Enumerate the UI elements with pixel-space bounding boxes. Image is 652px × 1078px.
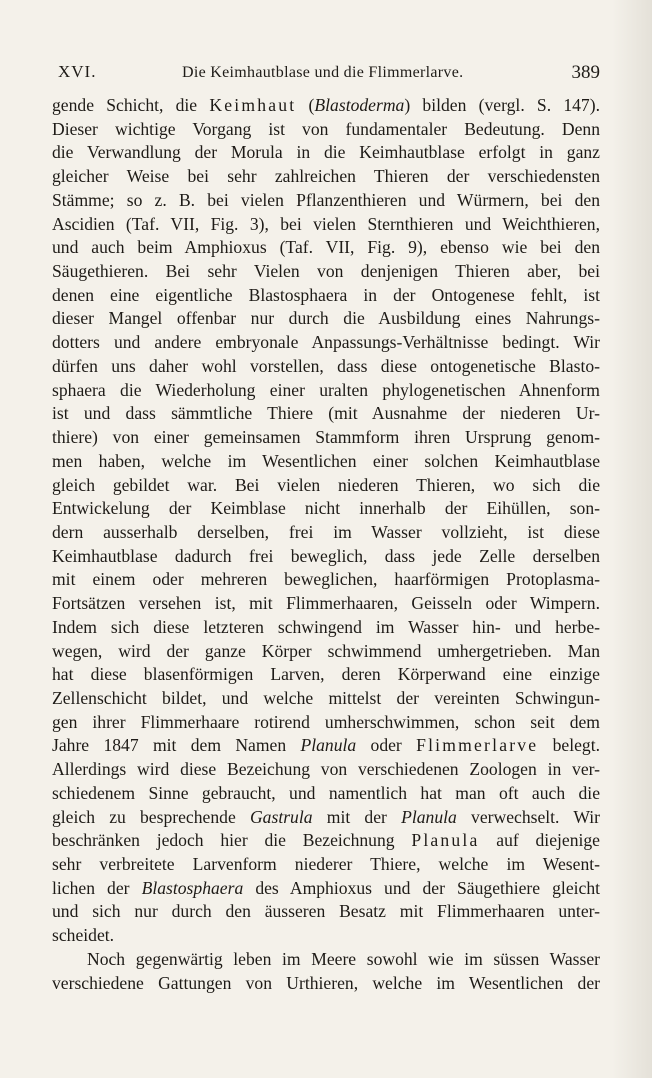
text-segment: gleicher Weise bei sehr zahlreichen Thieren der verschiedensten [52, 166, 600, 187]
text-line [52, 948, 600, 972]
chapter-number: XVI. [58, 62, 97, 81]
text-line [52, 663, 600, 687]
text-segment: wegen, wird der ganze Körper schwimmend umhergetrieben. Man [52, 640, 600, 661]
text-line [52, 284, 600, 308]
running-title: Die Keimhautblase und die Flimmerlarve. [182, 64, 464, 81]
text-line [52, 474, 600, 498]
text-line [52, 877, 600, 901]
text-segment: gende Schicht, die [52, 95, 210, 115]
text-segment: Keimhautblase dadurch frei beweglich, dass jede Zelle derselben [52, 545, 600, 566]
text-line [52, 402, 600, 426]
text-segment: sphaera die Wiederholung einer uralten phylogenetischen Ahnenform [52, 379, 600, 400]
text-segment: Fortsätzen versehen ist, mit Flimmerhaaren, Geisseln oder Wimpern. [52, 593, 600, 614]
text-segment: oder [356, 735, 417, 756]
page-number: 389 [571, 62, 600, 83]
text-segment: Dieser wichtige Vorgang ist von fundamentaler Bedeutung. Denn [52, 118, 600, 139]
text-segment: belegt. [538, 735, 600, 756]
italic-term: Planula [401, 806, 457, 827]
text-line [52, 141, 600, 165]
text-segment: die Verwandlung der Morula in die Keimhautblase erfolgt in ganz [52, 142, 600, 163]
text-segment: ist und dass sämmtliche Thiere (mit Ausnahme der niederen Ur- [52, 403, 600, 424]
text-segment: Stämme; so z. B. bei vielen Pflanzenthieren und Würmern, bei den [52, 189, 600, 210]
italic-term: Gastrula [249, 806, 313, 827]
text-line [52, 924, 600, 948]
text-line [52, 592, 600, 616]
text-segment: und sich nur durch den äusseren Besatz mit Flimmerhaaren unter- [52, 901, 600, 922]
text-segment: scheidet. [52, 925, 115, 946]
text-line [52, 213, 600, 237]
text-segment: Indem sich diese letzteren schwingend im Wasser hin- und herbe- [52, 616, 600, 637]
text-line [52, 758, 600, 782]
text-line [52, 165, 600, 189]
text-segment: Zellenschicht bildet, und welche mittelst der vereinten Schwingun- [52, 687, 600, 708]
text-line [52, 829, 600, 853]
page-edge-shadow [612, 0, 652, 1078]
text-segment: thiere) von einer gemeinsamen Stammform ihren Ursprung genom- [52, 427, 600, 448]
text-segment: Säugethieren. Bei sehr Vielen von denjenigen Thieren aber, bei [52, 261, 600, 282]
text-segment: sehr verbreitete Larvenform niederer Thiere, welche im Wesent- [52, 854, 600, 874]
text-line [52, 450, 600, 474]
text-segment: denen eine eigentliche Blastosphaera in der Ontogenese fehlt, ist [52, 284, 600, 305]
text-segment: dern ausserhalb derselben, frei im Wasser vollzieht, ist diese [52, 521, 600, 542]
text-segment: hat diese blasenförmigen Larven, deren Körperwand eine einzige [52, 664, 600, 685]
text-segment: dotters und andere embryonale Anpassungs-Verhältnisse bedingt. Wir [52, 332, 600, 353]
text-segment: Allerdings wird diese Bezeichung von verschiedenen Zoologen in ver- [52, 759, 600, 780]
text-line [52, 616, 600, 640]
text-line [52, 568, 600, 592]
text-line [52, 711, 600, 735]
text-line [52, 236, 600, 260]
text-segment: Jahre 1847 mit dem Namen [52, 735, 301, 756]
text-segment: men haben, welche im Wesentlichen einer solchen Keimhautblase [52, 450, 600, 471]
text-line [52, 640, 600, 664]
page-header [52, 62, 600, 92]
text-line [52, 853, 600, 877]
text-line [52, 900, 600, 924]
text-segment: Noch gegenwärtig leben im Meere sowohl wie im süssen Wasser [87, 948, 600, 969]
text-segment: Ascidien (Taf. VII, Fig. 3), bei vielen Sternthieren und Weichthieren, [52, 213, 600, 234]
spaced-term: Planula [411, 830, 480, 851]
text-segment: dürfen uns daher wohl vorstellen, dass diese ontogenetische Blasto- [52, 355, 600, 376]
text-segment: gleich gebildet war. Bei vielen niederen Thieren, wo sich die [52, 474, 600, 495]
text-line [52, 189, 600, 213]
text-line [52, 734, 600, 758]
text-line [52, 497, 600, 521]
spaced-term: Flimmerlarve [416, 735, 539, 756]
text-segment: gen ihrer Flimmerhaare rotirend umherschwimmen, schon seit dem [52, 711, 600, 732]
italic-term: Planula [300, 735, 357, 756]
text-segment: mit der [312, 806, 402, 827]
text-segment: dieser Mangel offenbar nur durch die Ausbildung eines Nahrungs- [52, 308, 600, 329]
italic-term: Blastoderma [314, 95, 405, 115]
text-segment: mit einem oder mehreren beweglichen, haarförmigen Protoplasma- [52, 569, 600, 590]
text-line [52, 118, 600, 142]
text-line [52, 260, 600, 284]
text-line [52, 379, 600, 403]
text-segment: beschränken jedoch hier die Bezeichnung [52, 830, 412, 851]
text-segment: des Amphioxus und der Säugethiere gleicht [243, 877, 601, 898]
text-segment: gleich zu besprechende [52, 806, 250, 827]
text-line [52, 331, 600, 355]
body-text [52, 94, 600, 995]
spaced-term: Keimhaut [209, 95, 297, 115]
text-segment: auf diejenige [479, 830, 600, 851]
text-line [52, 426, 600, 450]
text-segment: lichen der [52, 877, 142, 898]
text-segment: schiedenem Sinne gebraucht, und namentlich hat man oft auch die [52, 782, 600, 803]
text-segment: Entwickelung der Keimblase nicht innerhalb der Eihüllen, son- [52, 498, 600, 519]
text-line [52, 355, 600, 379]
text-segment: ) bilden (vergl. S. 147). [404, 95, 600, 115]
text-line [52, 94, 600, 118]
text-line [52, 782, 600, 806]
text-line [52, 687, 600, 711]
text-line [52, 307, 600, 331]
italic-term: Blastosphaera [141, 877, 244, 898]
text-line [52, 806, 600, 830]
text-line [52, 521, 600, 545]
text-line [52, 972, 600, 996]
text-segment: ( [296, 95, 315, 115]
text-segment: verwechselt. Wir [456, 806, 600, 827]
text-segment: verschiedene Gattungen von Urthieren, welche im Wesentlichen der [52, 972, 600, 993]
text-segment: und auch beim Amphioxus (Taf. VII, Fig. 9), ebenso wie bei den [52, 237, 600, 258]
text-line [52, 545, 600, 569]
